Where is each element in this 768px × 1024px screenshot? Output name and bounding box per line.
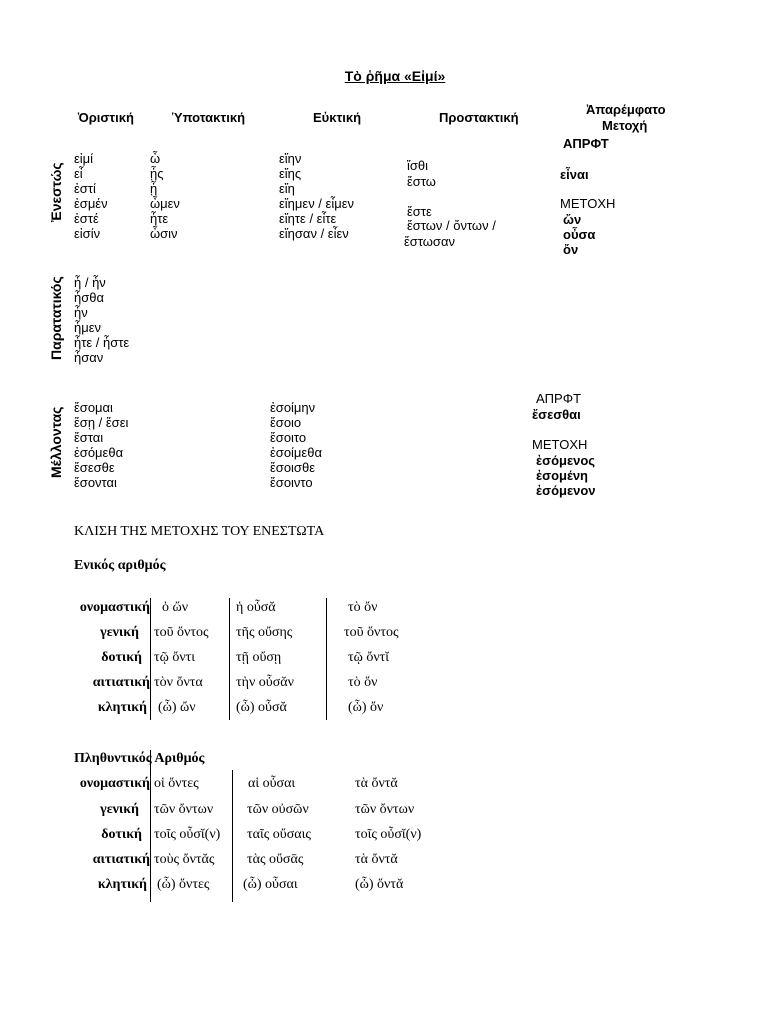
form: ἔσται	[74, 430, 104, 445]
masc-form: τοὺς ὄντᾰς	[154, 852, 215, 867]
form: ἐστί	[74, 181, 96, 196]
future-participle	[536, 453, 596, 498]
future-aprft-label: ΑΠΡΦΤ	[536, 391, 582, 406]
form: ὦμεν	[150, 196, 180, 211]
form: ἦσθα	[74, 290, 104, 305]
case-label: αιτιατική	[92, 852, 150, 867]
neut-form: τὸ ὄν	[348, 600, 378, 615]
neut-form: (ὦ) ὄντᾰ	[355, 877, 404, 892]
form: ἔσοιτο	[270, 430, 307, 445]
form: ἦτε / ἦστε	[74, 335, 130, 350]
masc-form: (ὦ) ὄντες	[157, 877, 210, 892]
form: εἴη	[279, 181, 295, 196]
form: ἐσοίμεθα	[270, 445, 322, 460]
tense-label-enestos: Ἐνεστώς	[48, 162, 64, 222]
present-metochi-label: ΜΕΤΟΧΗ	[560, 196, 616, 211]
form: ᾖ	[150, 181, 158, 196]
future-infinitive: ἔσεσθαι	[532, 407, 581, 422]
plural-heading: Πληθυντικός Αριθμός	[74, 751, 205, 766]
case-label: ονομαστική	[79, 776, 150, 791]
form: ἦσαν	[74, 350, 104, 365]
fem-form: (ὦ) οὖσαι	[243, 877, 298, 892]
case-label: γενική	[100, 625, 139, 640]
case-label: δοτική	[101, 650, 142, 665]
neut-form: τὰ ὄντᾰ	[355, 776, 398, 791]
imperative-3pl-alt: ἔστωσαν	[404, 234, 455, 249]
form: εἴης	[279, 166, 302, 181]
header-metochi: Μετοχή	[602, 118, 648, 133]
form: εἴησαν / εἶεν	[279, 226, 349, 241]
header-ypotaktiki: Ὑποτακτική	[172, 110, 246, 125]
header-oristiki: Ὁριστική	[78, 110, 134, 125]
form: ἐσοίμην	[270, 400, 316, 415]
header-prostaktiki: Προστακτική	[439, 110, 519, 125]
form: ἐσμέν	[74, 196, 108, 211]
form: ἔσομαι	[74, 400, 113, 415]
case-label: δοτική	[101, 827, 142, 842]
page-title: Τὸ ῥῆμα «Εἰμί»	[344, 68, 446, 84]
form: εἶ	[74, 166, 83, 181]
divider-line	[232, 770, 233, 902]
form: ἦτε	[150, 211, 169, 226]
fem-form: τῆς οὔσης	[236, 625, 293, 640]
header-euktiki: Εὐκτική	[313, 110, 362, 125]
form: ἔσονται	[74, 475, 117, 490]
case-label: ονομαστική	[79, 600, 150, 615]
case-label: αιτιατική	[92, 675, 150, 690]
future-optative	[270, 400, 322, 490]
imperative-3pl: ἔστων / ὄντων /	[407, 218, 496, 233]
form: ὤν	[563, 212, 582, 227]
divider-line	[150, 750, 151, 902]
case-label: κλητική	[97, 700, 147, 715]
neut-form: τῷ ὄντῐ	[348, 650, 390, 665]
neut-form: τοῖς οὖσῐ(ν)	[355, 827, 422, 842]
present-participle	[563, 212, 595, 257]
form: ἦ / ἦν	[74, 275, 106, 290]
imperative-3sg: ἔστω	[407, 174, 436, 189]
divider-line	[229, 598, 230, 720]
masc-form: τὸν ὄντα	[154, 675, 203, 690]
masc-form: τῷ ὄντι	[154, 650, 196, 665]
form: ὄν	[563, 242, 579, 257]
fem-form: τὰς οὔσᾱς	[247, 852, 304, 867]
declension-heading: ΚΛΙΣΗ ΤΗΣ ΜΕΤΟΧΗΣ ΤΟΥ ΕΝΕΣΤΩΤΑ	[74, 524, 325, 539]
neut-form: τῶν ὄντων	[355, 802, 415, 817]
present-indicative	[74, 151, 108, 241]
form: εἴην	[279, 151, 302, 166]
form: ἦμεν	[74, 320, 102, 335]
tense-label-mellontas: Μέλλοντας	[48, 406, 64, 478]
form: ἐσόμεθα	[74, 445, 124, 460]
form: εἴημεν / εἶμεν	[279, 196, 355, 211]
form: ὦ	[150, 151, 161, 166]
masc-form: τοῦ ὄντος	[154, 625, 209, 640]
future-metochi-label: ΜΕΤΟΧΗ	[532, 437, 588, 452]
form: ἐσόμενος	[536, 453, 596, 468]
form: εἰμί	[74, 151, 94, 166]
divider-line	[326, 598, 327, 720]
fem-form: τῇ οὔσῃ	[236, 650, 282, 665]
form: ᾖς	[150, 166, 164, 181]
fem-form: ταῖς οὔσαις	[247, 827, 311, 842]
present-subjunctive	[150, 151, 180, 241]
form: ἐστέ	[74, 211, 99, 226]
imperative-2pl: ἔστε	[407, 204, 432, 219]
tense-label-paratatikos: Παρατατικός	[48, 276, 64, 360]
form: ἔσοιο	[270, 415, 302, 430]
case-label: γενική	[100, 802, 139, 817]
divider-line	[150, 598, 151, 720]
neut-form: τὰ ὄντᾰ	[355, 852, 398, 867]
form: ἦν	[74, 305, 88, 320]
imperfect-indicative	[74, 275, 129, 365]
masc-form: οἱ ὄντες	[154, 776, 199, 791]
masc-form: τοῖς οὖσῐ(ν)	[154, 827, 221, 842]
header-aparemfato: Ἀπαρέμφατο	[586, 102, 666, 117]
present-optative	[279, 151, 354, 241]
masc-form: ὁ ὤν	[162, 600, 189, 615]
neut-form: (ὦ) ὄν	[348, 700, 384, 715]
form: οὖσα	[563, 227, 596, 242]
masc-form: (ὦ) ὤν	[158, 700, 196, 715]
form: ἔσοισθε	[270, 460, 315, 475]
form: εἰσίν	[74, 226, 101, 241]
form: ἐσόμενον	[536, 483, 596, 498]
form: ὦσιν	[150, 226, 178, 241]
imperative-2sg: ἴσθι	[407, 158, 429, 173]
neut-form: τὸ ὄν	[348, 675, 378, 690]
form: ἔσεσθε	[74, 460, 115, 475]
fem-form: (ὦ) οὖσᾰ	[236, 700, 287, 715]
future-indicative	[74, 400, 128, 490]
form: ἐσομένη	[536, 468, 588, 483]
singular-heading: Ενικός αριθμός	[74, 558, 166, 573]
present-aprft-label: ΑΠΡΦΤ	[563, 136, 609, 151]
form: ἔσοιντο	[270, 475, 313, 490]
fem-form: τὴν οὖσᾰν	[236, 675, 294, 690]
case-label: κλητική	[97, 877, 147, 892]
form: ἔσῃ / ἔσει	[74, 415, 129, 430]
masc-form: τῶν ὄντων	[154, 802, 214, 817]
fem-form: ἡ οὖσᾰ	[236, 600, 276, 615]
form: εἴητε / εἶτε	[279, 211, 337, 226]
present-infinitive: εἶναι	[560, 167, 589, 182]
fem-form: αἱ οὖσαι	[248, 776, 296, 791]
neut-form: τοῦ ὄντος	[344, 625, 399, 640]
fem-form: τῶν οὐσῶν	[247, 802, 309, 817]
